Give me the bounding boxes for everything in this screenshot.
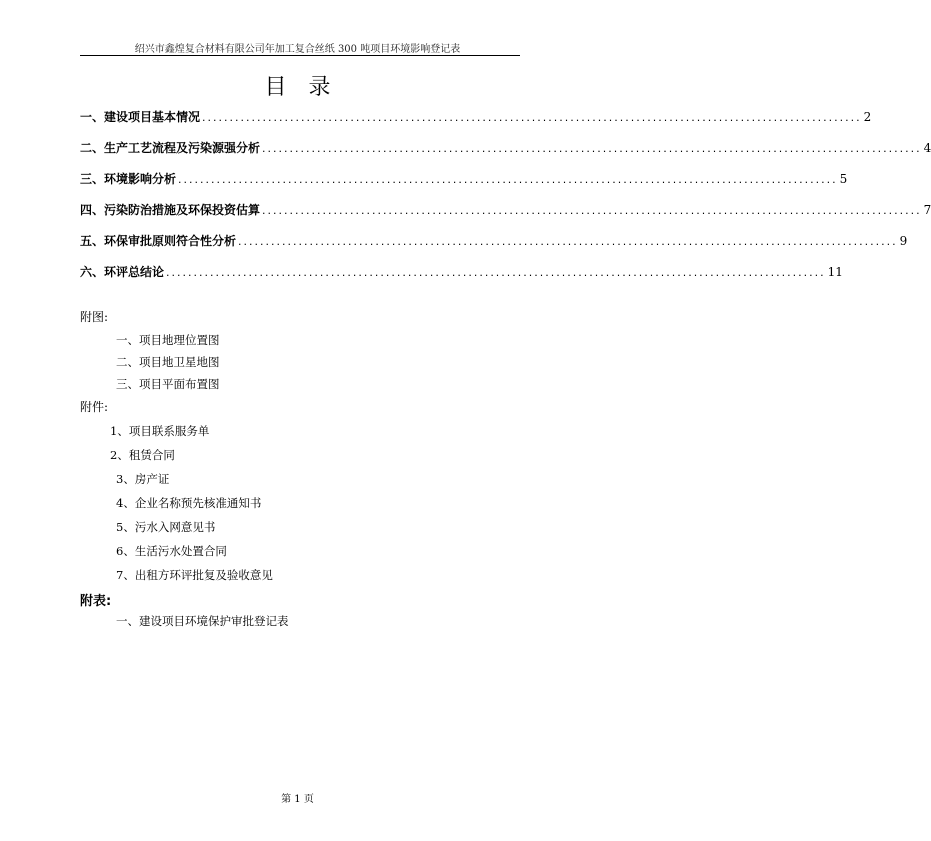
toc-entry-label: 四、污染防治措施及环保投资估算	[80, 203, 261, 217]
toc-entry[interactable]	[80, 263, 843, 294]
page-header: 绍兴市鑫煌复合材料有限公司年加工复合丝纸 300 吨项目环境影响登记表	[134, 44, 461, 55]
attachment-item: 4、企业名称预先核准通知书	[116, 496, 262, 510]
attachment-item: 1、项目联系服务单	[110, 424, 210, 438]
toc-leader-dots: ........................................................................................................................	[202, 111, 862, 124]
toc-entry-label: 二、生产工艺流程及污染源强分析	[80, 141, 261, 155]
toc-entry[interactable]	[80, 232, 908, 263]
toc-leader-dots: ........................................................................................................................	[262, 204, 922, 217]
attachments-heading: 附件:	[80, 400, 109, 414]
toc-entry-label: 五、环保审批原则符合性分析	[80, 234, 237, 248]
toc-entry[interactable]	[80, 139, 931, 170]
toc-leader-dots: ........................................................................................................................	[238, 235, 898, 248]
toc-entry-page: 2	[863, 110, 872, 124]
figure-item: 二、项目地卫星地图	[116, 355, 220, 369]
tables-heading: 附表:	[80, 594, 112, 609]
toc-entry-label: 一、建设项目基本情况	[80, 110, 201, 124]
attachment-item: 3、房产证	[116, 472, 170, 486]
toc-entry-page: 5	[839, 172, 848, 186]
attachment-item: 5、污水入网意见书	[116, 520, 216, 534]
header-rule	[80, 55, 520, 56]
toc-leader-dots: ........................................................................................................................	[166, 266, 826, 279]
page-title: 目录	[264, 75, 353, 100]
attachment-item: 2、租赁合同	[110, 448, 175, 462]
toc-entry[interactable]	[80, 201, 931, 232]
toc-entry-page: 4	[923, 141, 931, 155]
figure-item: 三、项目平面布置图	[116, 377, 220, 391]
toc-entry-page: 9	[899, 234, 908, 248]
toc-leader-dots: ........................................................................................................................	[178, 173, 838, 186]
figures-heading: 附图:	[80, 310, 109, 324]
toc-entry-label: 三、环境影响分析	[80, 172, 177, 186]
figure-item: 一、项目地理位置图	[116, 333, 220, 347]
toc-leader-dots: ........................................................................................................................	[262, 142, 922, 155]
page-number: 第 1 页	[281, 794, 314, 805]
attachment-item: 6、生活污水处置合同	[116, 544, 227, 558]
table-item: 一、建设项目环境保护审批登记表	[116, 614, 289, 628]
table-of-contents	[80, 108, 931, 294]
toc-entry[interactable]	[80, 170, 848, 201]
toc-entry-page: 11	[827, 265, 843, 279]
toc-entry-page: 7	[923, 203, 931, 217]
toc-entry[interactable]	[80, 108, 872, 139]
toc-entry-label: 六、环评总结论	[80, 265, 165, 279]
attachment-item: 7、出租方环评批复及验收意见	[116, 568, 273, 582]
